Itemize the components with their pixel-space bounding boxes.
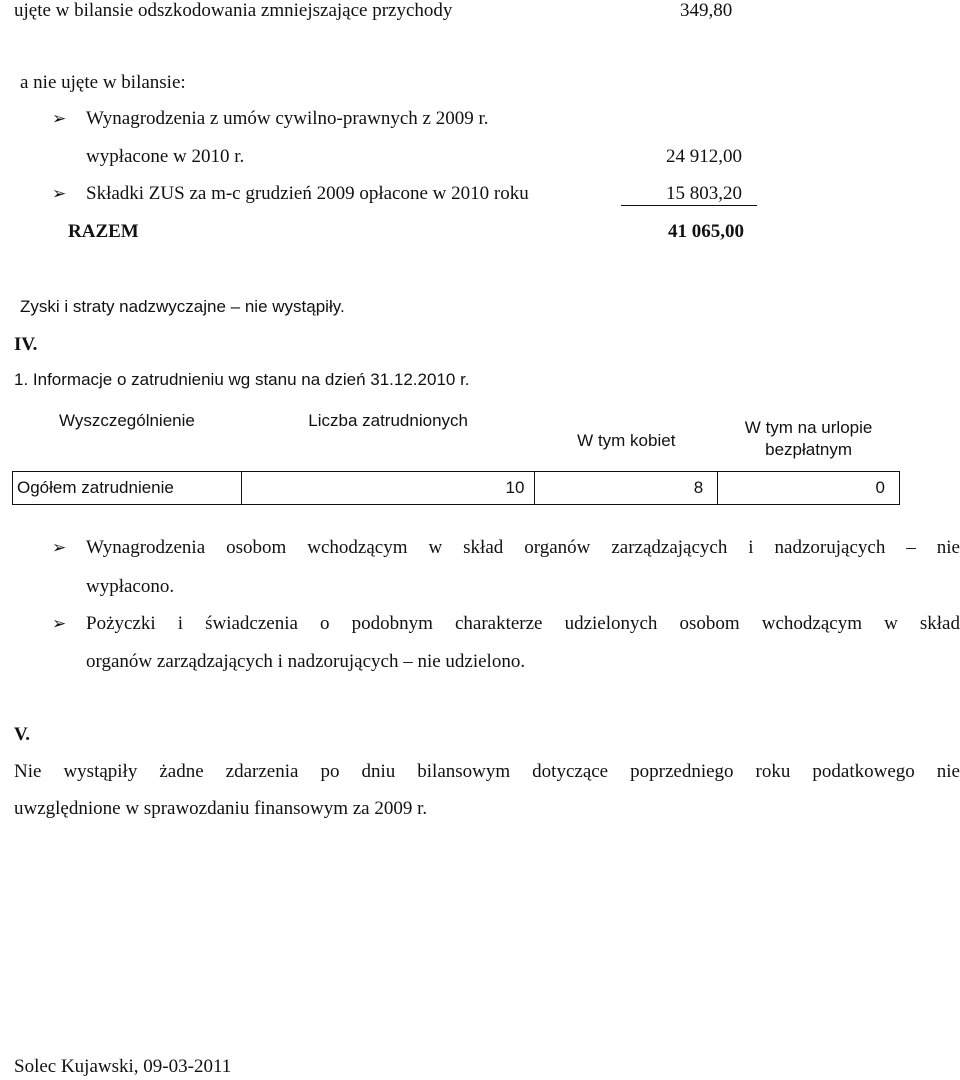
- table-header-row: [13, 405, 900, 472]
- table-header-cell: W tym kobiet: [577, 431, 676, 450]
- zyski-straty-text: Zyski i straty nadzwyczajne – nie wystąpiły.: [20, 297, 345, 316]
- section-v-line1: Nie wystąpiły żadne zdarzenia po dniu bilansowym dotyczące poprzedniego roku podatkowego nie: [14, 761, 960, 782]
- not-included-label: a nie ujęte w bilansie:: [20, 72, 186, 93]
- wynagrodzenia-organow-line2: wypłacono.: [86, 576, 175, 597]
- place-date: Solec Kujawski, 09-03-2011: [14, 1056, 232, 1077]
- table-cell: 8: [535, 472, 718, 505]
- pozyczki-line1: Pożyczki i świadczenia o podobnym charakterze udzielonych osobom wchodzącym w skład: [86, 613, 960, 634]
- section-iv-heading: IV.: [14, 334, 38, 355]
- skladki-zus-value: 15 803,20: [666, 183, 742, 204]
- sum-underline: [621, 205, 757, 206]
- section-v-line2: uwzględnione w sprawozdaniu finansowym za 2009 r.: [14, 798, 428, 819]
- employment-table: [12, 405, 900, 505]
- odszkodowania-label: ujęte w bilansie odszkodowania zmniejszające przychody: [14, 0, 453, 21]
- wyplacone-value: 24 912,00: [666, 146, 742, 167]
- pozyczki-line2: organów zarządzających i nadzorujących – nie udzielono.: [86, 651, 526, 672]
- wynagrodzenia-umow-label: Wynagrodzenia z umów cywilno-prawnych z 2009 r.: [86, 108, 489, 129]
- table-cell: Ogółem zatrudnienie: [13, 472, 242, 505]
- razem-label: RAZEM: [68, 221, 139, 242]
- table-cell: 10: [241, 472, 535, 505]
- arrow-bullet-icon: ➢: [52, 538, 67, 558]
- table-cell: 0: [718, 472, 900, 505]
- section-iv-subheading: 1. Informacje o zatrudnieniu wg stanu na dzień 31.12.2010 r.: [14, 370, 470, 389]
- table-row: [13, 472, 900, 505]
- arrow-bullet-icon: ➢: [52, 614, 67, 634]
- table-header-cell: Liczba zatrudnionych: [308, 411, 468, 430]
- wynagrodzenia-organow-line1: Wynagrodzenia osobom wchodzącym w skład organów zarządzających i nadzorujących – nie: [86, 537, 960, 558]
- table-header-cell: Wyszczególnienie: [58, 411, 195, 430]
- section-v-heading: V.: [14, 724, 31, 745]
- razem-value: 41 065,00: [668, 221, 744, 242]
- table-header-cell: W tym na urlopie bezpłatnym: [744, 418, 873, 459]
- arrow-bullet-icon: ➢: [52, 184, 67, 204]
- skladki-zus-label: Składki ZUS za m-c grudzień 2009 opłacone w 2010 roku: [86, 183, 529, 204]
- arrow-bullet-icon: ➢: [52, 109, 67, 129]
- odszkodowania-value: 349,80: [680, 0, 733, 21]
- wyplacone-label: wypłacone w 2010 r.: [86, 146, 245, 167]
